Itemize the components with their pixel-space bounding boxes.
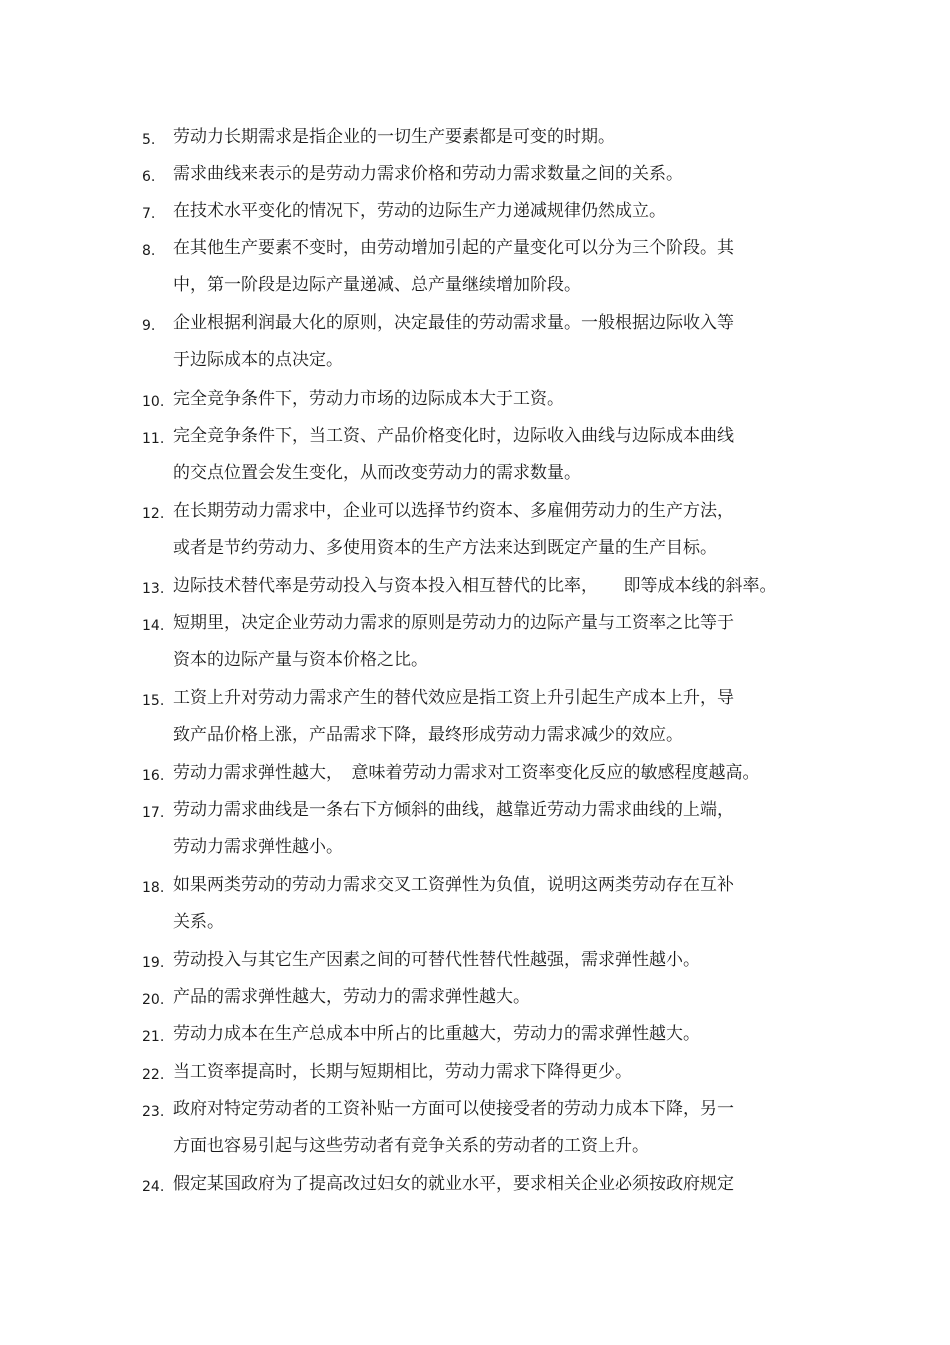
item-number: 17. <box>142 805 165 821</box>
item-text: 需求曲线来表示的是劳动力需求价格和劳动力需求数量之间的关系。 <box>173 164 683 184</box>
item-number: 11. <box>142 431 165 447</box>
item-text-continued: 于边际成本的点决定。 <box>173 350 343 370</box>
item-text: 在技术水平变化的情况下，劳动的边际生产力递减规律仍然成立。 <box>173 201 666 221</box>
item-number: 16. <box>142 768 165 784</box>
item-text-continued: 关系。 <box>173 912 224 932</box>
item-number: 23. <box>142 1104 165 1120</box>
item-number: 12. <box>142 506 165 522</box>
item-number: 15. <box>142 693 165 709</box>
item-text: 完全竞争条件下，劳动力市场的边际成本大于工资。 <box>173 389 564 409</box>
item-number: 13. <box>142 581 165 597</box>
item-number: 24. <box>142 1179 165 1195</box>
item-text: 产品的需求弹性越大，劳动力的需求弹性越大。 <box>173 987 530 1007</box>
item-text: 劳动力需求弹性越大， 意味着劳动力需求对工资率变化反应的敏感程度越高。 <box>173 763 760 783</box>
item-text: 在长期劳动力需求中，企业可以选择节约资本、多雇佣劳动力的生产方法， <box>173 501 734 521</box>
item-number: 9. <box>142 318 156 334</box>
item-text: 假定某国政府为了提高改过妇女的就业水平，要求相关企业必须按政府规定 <box>173 1174 734 1194</box>
item-text: 短期里，决定企业劳动力需求的原则是劳动力的边际产量与工资率之比等于 <box>173 613 734 633</box>
item-text-continued: 资本的边际产量与资本价格之比。 <box>173 650 428 670</box>
item-text-continued: 方面也容易引起与这些劳动者有竞争关系的劳动者的工资上升。 <box>173 1136 649 1156</box>
item-text-continued: 劳动力需求弹性越小。 <box>173 837 343 857</box>
item-number: 8. <box>142 243 156 259</box>
item-text-continued: 中，第一阶段是边际产量递减、总产量继续增加阶段。 <box>173 275 581 295</box>
item-text: 边际技术替代率是劳动投入与资本投入相互替代的比率， 即等成本线的斜率。 <box>173 576 777 596</box>
item-number: 21. <box>142 1029 165 1045</box>
item-text: 完全竞争条件下，当工资、产品价格变化时，边际收入曲线与边际成本曲线 <box>173 426 734 446</box>
item-text-continued: 的交点位置会发生变化，从而改变劳动力的需求数量。 <box>173 463 581 483</box>
item-number: 22. <box>142 1067 165 1083</box>
item-text: 如果两类劳动的劳动力需求交叉工资弹性为负值，说明这两类劳动存在互补 <box>173 875 734 895</box>
item-text-continued: 或者是节约劳动力、多使用资本的生产方法来达到既定产量的生产目标。 <box>173 538 717 558</box>
item-text: 工资上升对劳动力需求产生的替代效应是指工资上升引起生产成本上升，导 <box>173 688 734 708</box>
item-text: 劳动力长期需求是指企业的一切生产要素都是可变的时期。 <box>173 127 615 147</box>
item-number: 5. <box>142 132 156 148</box>
item-text: 劳动投入与其它生产因素之间的可替代性替代性越强，需求弹性越小。 <box>173 950 700 970</box>
item-text: 政府对特定劳动者的工资补贴一方面可以使接受者的劳动力成本下降，另一 <box>173 1099 734 1119</box>
item-number: 10. <box>142 394 165 410</box>
item-text-continued: 致产品价格上涨，产品需求下降，最终形成劳动力需求减少的效应。 <box>173 725 683 745</box>
item-text: 当工资率提高时，长期与短期相比，劳动力需求下降得更少。 <box>173 1062 632 1082</box>
item-number: 20. <box>142 992 165 1008</box>
item-text: 企业根据利润最大化的原则，决定最佳的劳动需求量。一般根据边际收入等 <box>173 313 734 333</box>
item-number: 7. <box>142 206 156 222</box>
item-number: 18. <box>142 880 165 896</box>
item-text: 劳动力成本在生产总成本中所占的比重越大，劳动力的需求弹性越大。 <box>173 1024 700 1044</box>
item-number: 19. <box>142 955 165 971</box>
item-text: 在其他生产要素不变时，由劳动增加引起的产量变化可以分为三个阶段。其 <box>173 238 734 258</box>
item-number: 14. <box>142 618 165 634</box>
item-text: 劳动力需求曲线是一条右下方倾斜的曲线，越靠近劳动力需求曲线的上端， <box>173 800 734 820</box>
item-number: 6. <box>142 169 156 185</box>
